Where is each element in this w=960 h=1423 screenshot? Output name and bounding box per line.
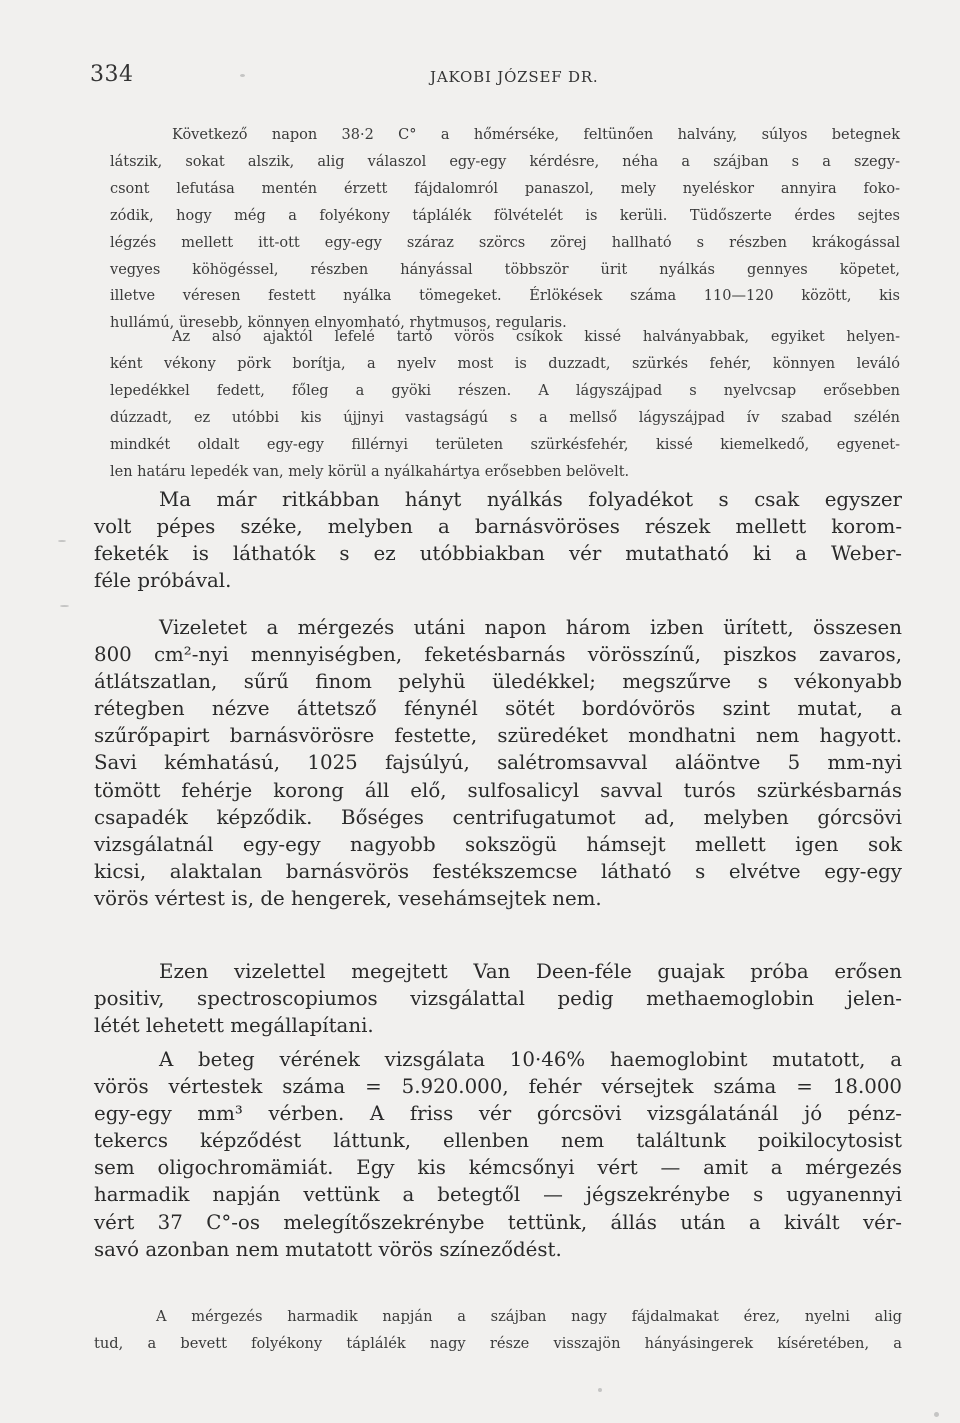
text-line: Ma már ritkábban hányt nyálkás folyadékot s csak egyszer bbox=[159, 488, 902, 511]
text-line: savó azonban nem mutatott vörös színeződést. bbox=[94, 1237, 562, 1261]
text-line: sem oligochromämiát. Egy kis kémcsőnyi vért — amit a mérgezés bbox=[94, 1156, 902, 1180]
text-line: átlátszatlan, sűrű finom pelyhü üledékkel; megszűrve s vékonyabb bbox=[94, 670, 902, 694]
text-line: féle próbával. bbox=[94, 569, 232, 593]
print-speck bbox=[60, 605, 69, 607]
text-line: ként vékony pörk borítja, a nyelv most is duzzadt, szürkés fehér, könnyen leváló bbox=[110, 355, 900, 372]
print-speck bbox=[598, 1388, 602, 1392]
paragraph-large-4 bbox=[94, 1046, 902, 1263]
text-line: vért 37 C°-os melegítőszekrénybe tettünk, állás után a kivált vér- bbox=[94, 1210, 902, 1234]
text-line: kicsi, alaktalan barnásvörös festékszemcse látható s elvétve egy-egy bbox=[94, 859, 902, 883]
paragraph-large-1 bbox=[94, 486, 902, 594]
paragraph-small-1 bbox=[110, 122, 900, 337]
text-line: tömött fehérje korong áll elő, sulfosalicyl savval turós szürkésbarnás bbox=[94, 778, 902, 802]
page-header bbox=[90, 62, 910, 92]
print-speck bbox=[934, 1412, 939, 1417]
text-line: zódik, hogy még a folyékony táplálék fölvételét is kerüli. Tüdőszerte érdes sejtes bbox=[110, 207, 900, 224]
text-line: vizsgálatnál egy-egy nagyobb sokszögü hámsejt mellett igen sok bbox=[94, 832, 902, 856]
text-line: 800 cm²-nyi mennyiségben, feketésbarnás vörösszínű, piszkos zavaros, bbox=[94, 643, 902, 667]
text-line: Vizeletet a mérgezés utáni napon három izben ürített, összesen bbox=[159, 616, 902, 639]
footnote bbox=[94, 1304, 902, 1357]
text-line: csapadék képződik. Bőséges centrifugatumot ad, melyben górcsövi bbox=[94, 805, 902, 829]
text-line: egy-egy mm³ vérben. A friss vér górcsövi vizsgálatánál jó pénz- bbox=[94, 1102, 902, 1126]
text-line: Savi kémhatású, 1025 fajsúlyú, salétromsavval aláöntve 5 mm-nyi bbox=[94, 751, 902, 775]
paragraph-large-3 bbox=[94, 958, 902, 1039]
running-head: JAKOBI JÓZSEF DR. bbox=[430, 68, 599, 86]
text-line: tekercs képződést láttunk, ellenben nem találtunk poikilocytosist bbox=[94, 1129, 902, 1153]
text-line: harmadik napján vettünk a betegtől — jégszekrénybe s ugyanennyi bbox=[94, 1183, 902, 1207]
text-line: A mérgezés harmadik napján a szájban nagy fájdalmakat érez, nyelni alig bbox=[156, 1308, 902, 1325]
text-line: A beteg vérének vizsgálata 10·46% haemoglobint mutatott, a bbox=[159, 1048, 902, 1071]
print-speck bbox=[58, 540, 66, 542]
text-line: illetve véresen festett nyálka tömegeket. Érlökések száma 110—120 között, kis bbox=[110, 288, 900, 305]
text-line: légzés mellett itt-ott egy-egy száraz szörcs zörej hallható s részben krákogással bbox=[110, 234, 900, 251]
text-line: hullámú, üresebb, könnyen elnyomható, rhytmusos, regularis. bbox=[110, 315, 567, 332]
text-line: látszik, sokat alszik, alig válaszol egy-egy kérdésre, néha a szájban s a szegy- bbox=[110, 153, 900, 170]
text-line: lepedékkel fedett, főleg a gyöki részen. A lágyszájpad s nyelvcsap erősebben bbox=[110, 382, 900, 399]
page-number: 334 bbox=[90, 62, 134, 87]
text-line: rétegben nézve áttetsző fénynél sötét bordóvörös szint mutat, a bbox=[94, 697, 902, 721]
text-line: tud, a bevett folyékony táplálék nagy része visszajön hányásingerek kíséretében, a bbox=[94, 1334, 902, 1352]
text-line: vörös vértest is, de hengerek, vesehámsejtek nem. bbox=[94, 886, 602, 910]
text-line: szűrőpapirt barnásvörösre festette, szüredéket mondhatni nem hagyott. bbox=[94, 724, 902, 748]
print-speck bbox=[240, 74, 245, 77]
text-line: csont lefutása mentén érzett fájdalomról panaszol, mely nyeléskor annyira foko- bbox=[110, 180, 900, 197]
text-line: volt pépes széke, melyben a barnásvöröses részek mellett korom- bbox=[94, 515, 902, 539]
text-line: mindkét oldalt egy-egy fillérnyi területen szürkésfehér, kissé kiemelkedő, egyenet- bbox=[110, 436, 900, 453]
text-line: dúzzadt, ez utóbbi kis újjnyi vastagságú s a mellső lágyszájpad ív szabad szélén bbox=[110, 409, 900, 426]
text-line: feketék is láthatók s ez utóbbiakban vér mutatható ki a Weber- bbox=[94, 542, 902, 566]
text-line: létét lehetett megállapítani. bbox=[94, 1014, 374, 1038]
paragraph-large-2 bbox=[94, 614, 902, 912]
text-line: vörös vértestek száma = 5.920.000, fehér vérsejtek száma = 18.000 bbox=[94, 1075, 902, 1099]
text-line: len határu lepedék van, mely körül a nyálkahártya erősebben belövelt. bbox=[110, 463, 630, 480]
text-line: positiv, spectroscopiumos vizsgálattal pedig methaemoglobin jelen- bbox=[94, 987, 902, 1011]
paragraph-small-2 bbox=[110, 324, 900, 485]
text-line: Az alsó ajaktól lefelé tartó vörös csíkok kissé halványabbak, egyiket helyen- bbox=[172, 329, 900, 345]
text-line: vegyes köhögéssel, részben hányással többször ürit nyálkás gennyes köpetet, bbox=[110, 261, 900, 278]
text-line: Ezen vizelettel megejtett Van Deen-féle guajak próba erősen bbox=[159, 960, 902, 983]
text-line: Következő napon 38·2 C° a hőmérséke, feltünően halvány, súlyos betegnek bbox=[172, 127, 900, 143]
